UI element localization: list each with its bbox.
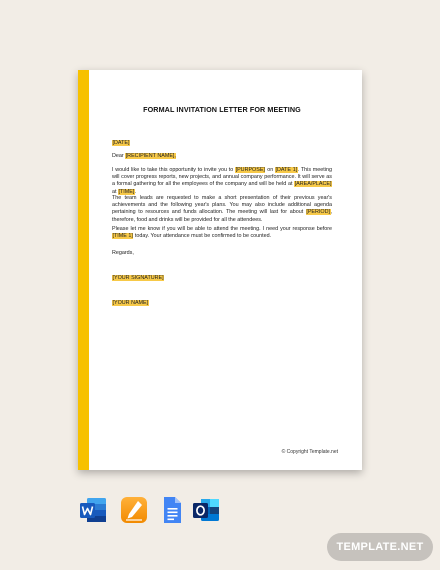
paragraph-2: The team leads are requested to make a short presentation of their previous year's achievements and the following year's plans. You may also include additional agenda pertaining to resources and funds allocation. The meeting will last for about [PERIOD], therefore, food and drinks will be provided for all the attendees.: [112, 195, 332, 223]
closing: Regards,: [112, 250, 134, 256]
template-net-badge[interactable]: TEMPLATE.NET: [327, 533, 433, 561]
paragraph-3: Please let me know if you will be able to attend the meeting. I need your response before [TIME 1] today. Your attendance must be confirmed to be counted.: [112, 226, 332, 240]
outlook-icon[interactable]: [191, 495, 221, 525]
date1-placeholder: [DATE 1]: [275, 167, 298, 173]
time1-placeholder: [TIME 1]: [112, 233, 133, 240]
period-placeholder: [PERIOD]: [306, 209, 330, 216]
signature-line: [112, 275, 332, 282]
copyright-footer: © Copyright Template.net: [281, 449, 338, 455]
salutation: Dear [RECIPIENT NAME],: [112, 153, 176, 159]
time-placeholder: [TIME]: [118, 188, 135, 195]
document-title: FORMAL INVITATION LETTER FOR MEETING: [143, 105, 301, 114]
date-line: [112, 140, 332, 147]
signature-placeholder: [YOUR SIGNATURE]: [112, 275, 164, 281]
pages-icon[interactable]: [119, 495, 149, 525]
date-placeholder: [DATE]: [112, 140, 130, 146]
name-placeholder: [YOUR NAME]: [112, 300, 149, 306]
name-line: [112, 300, 332, 307]
google-docs-icon[interactable]: [157, 495, 187, 525]
document-page: [78, 70, 362, 470]
paragraph-1: I would like to take this opportunity to invite you to [PURPOSE] on [DATE 1]. This meeting will cover progress reports, new projects, and annual company performance. It will serve as a formal gathering for all the employees of the company and will be held at [AREA/PLACE] at [TIME].: [112, 167, 332, 195]
accent-stripe: [78, 70, 89, 470]
purpose-placeholder: [PURPOSE]: [235, 167, 265, 173]
recipient-placeholder: [RECIPIENT NAME],: [125, 153, 176, 159]
word-icon[interactable]: [78, 495, 108, 525]
place-placeholder: [AREA/PLACE]: [294, 181, 332, 188]
